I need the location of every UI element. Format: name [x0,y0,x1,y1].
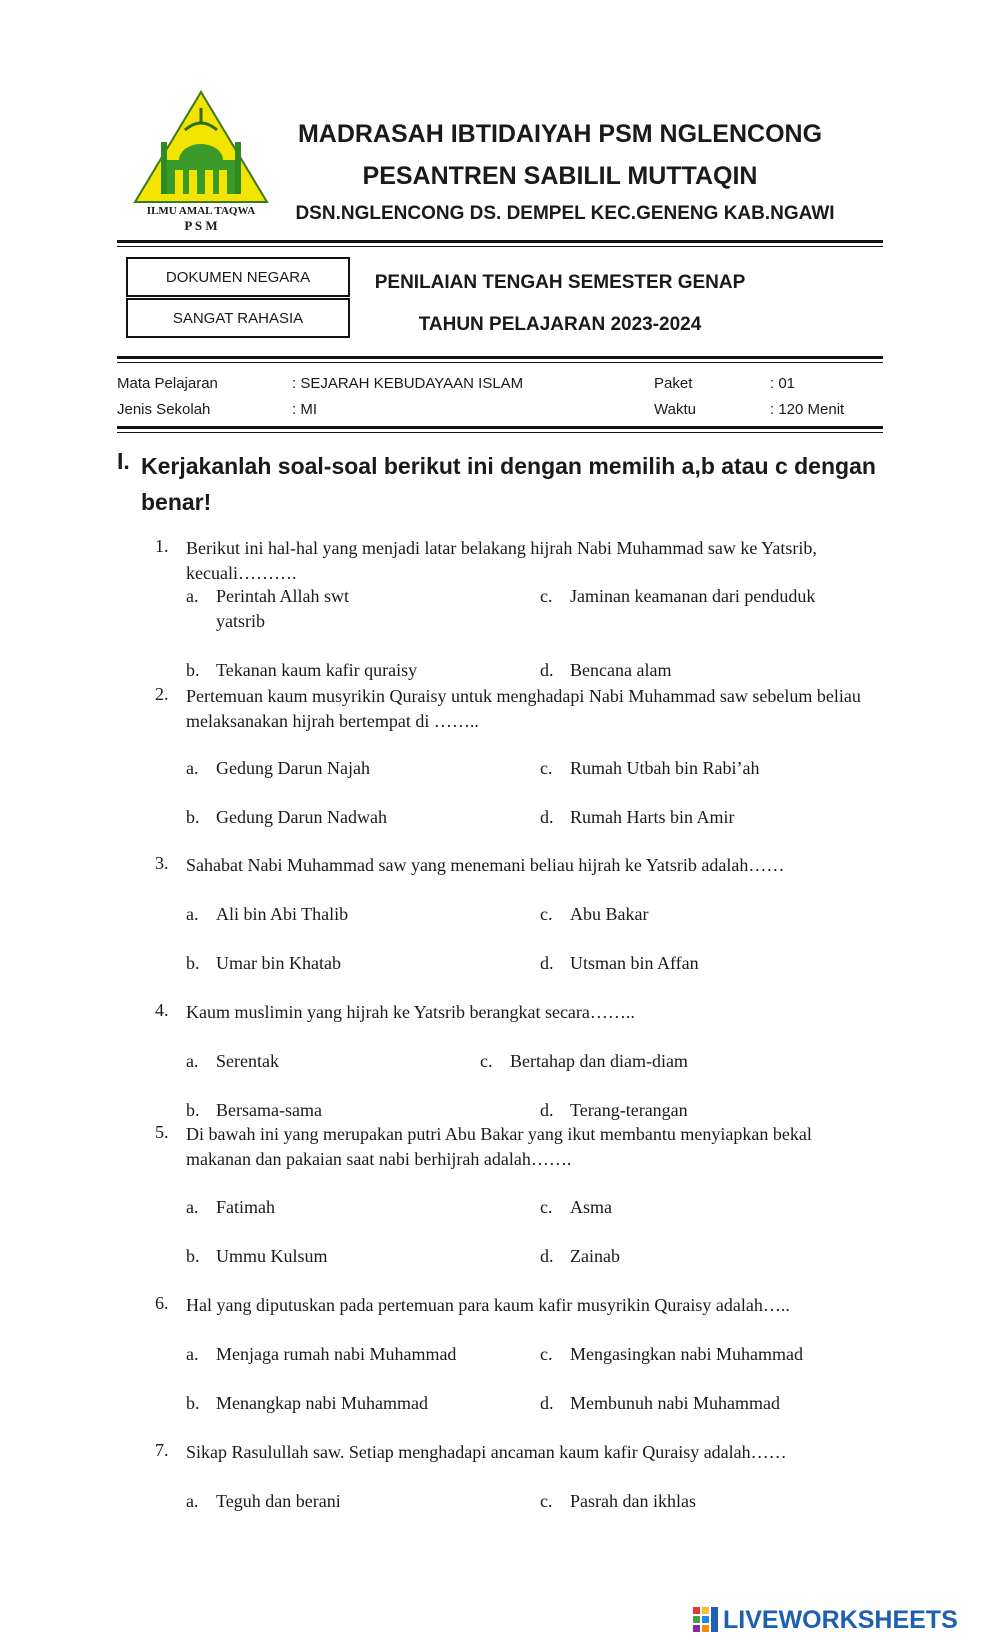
answer-option[interactable] [186,805,387,830]
option-letter: a. [186,1491,199,1511]
option-text: Tekanan kaum kafir quraisy [216,660,418,680]
question-text: Di bawah ini yang merupakan putri Abu Bakar yang ikut membantu menyiapkan bekal makanan dan pakaian saat nabi berhijrah adalah……. [186,1124,812,1169]
answer-option[interactable] [480,1049,688,1074]
option-text: Zainab [570,1246,620,1266]
time-value: : 120 Menit [770,401,845,418]
answer-option[interactable] [540,1391,780,1416]
option-letter: b. [186,660,200,680]
school-name: MADRASAH IBTIDAIYAH PSM NGLENCONG [297,120,823,148]
option-text: Ali bin Abi Thalib [216,904,349,924]
option-letter: b. [186,1393,200,1413]
answer-option[interactable] [540,902,648,927]
option-text: Membunuh nabi Muhammad [570,1393,780,1413]
option-text: Teguh dan berani [216,1491,341,1511]
option-text: Abu Bakar [570,904,649,924]
answer-option[interactable] [186,658,417,683]
question-text: Sahabat Nabi Muhammad saw yang menemani beliau hijrah ke Yatsrib adalah…… [186,855,785,875]
answer-option[interactable] [216,609,265,634]
option-letter: a. [186,1197,199,1217]
option-letter: d. [540,1393,554,1413]
question-number: 1. [155,536,169,556]
answer-option[interactable] [186,1342,456,1367]
question-number: 3. [155,853,169,873]
question-number: 2. [155,684,169,704]
answer-option[interactable] [540,1098,688,1123]
answer-option[interactable] [186,1195,275,1220]
answer-option[interactable] [540,756,759,781]
exam-title: PENILAIAN TENGAH SEMESTER GENAP [374,272,746,293]
footer-brand-text[interactable]: LIVEWORKSHEETS [723,1605,958,1634]
answer-option[interactable] [186,902,348,927]
instruction-number: I. [117,448,130,474]
option-text: Bencana alam [570,660,672,680]
question-text: Berikut ini hal-hal yang menjadi latar belakang hijrah Nabi Muhammad saw ke Yatsrib, kecuali………. [186,538,817,583]
school-address: DSN.NGLENCONG DS. DEMPEL KEC.GENENG KAB.NGAWI [295,203,835,224]
option-text: Mengasingkan nabi Muhammad [570,1344,803,1364]
option-text: Pasrah dan ikhlas [570,1491,696,1511]
option-text: Asma [570,1197,612,1217]
option-text: yatsrib [216,611,265,631]
liveworksheets-logo-icon [693,1607,719,1633]
option-letter: c. [540,758,553,778]
option-text: Gedung Darun Najah [216,758,370,778]
answer-option[interactable] [540,1489,696,1514]
option-letter: a. [186,1051,199,1071]
option-letter: a. [186,586,199,606]
time-label: Waktu [654,401,696,418]
question-number: 6. [155,1293,169,1313]
option-text: Jaminan keamanan dari penduduk [570,586,816,606]
option-text: Umar bin Khatab [216,953,341,973]
question-text: Sikap Rasulullah saw. Setiap menghadapi ancaman kaum kafir Quraisy adalah…… [186,1442,787,1462]
option-letter: d. [540,1246,554,1266]
option-letter: a. [186,758,199,778]
answer-option[interactable] [540,1195,612,1220]
logo-motto: ILMU AMAL TAQWA [146,205,256,217]
option-letter: c. [540,1491,553,1511]
question-number: 4. [155,1000,169,1020]
answer-option[interactable] [186,1489,341,1514]
option-text: Rumah Harts bin Amir [570,807,735,827]
option-text: Bersama-sama [216,1100,322,1120]
answer-option[interactable] [540,805,735,830]
classification-box-2: SANGAT RAHASIA [126,298,350,338]
answer-option[interactable] [186,1049,279,1074]
answer-option[interactable] [540,1342,803,1367]
option-text: Gedung Darun Nadwah [216,807,387,827]
subject-value: : SEJARAH KEBUDAYAAN ISLAM [292,375,524,392]
logo-psm: P S M [184,218,218,233]
question-number: 5. [155,1122,169,1142]
option-letter: d. [540,953,554,973]
option-letter: a. [186,1344,199,1364]
question-text: Pertemuan kaum musyrikin Quraisy untuk menghadapi Nabi Muhammad saw sebelum beliau melaksanakan hijrah bertempat di …….. [186,686,861,731]
answer-option[interactable] [540,1244,620,1269]
exam-year: TAHUN PELAJARAN 2023-2024 [418,314,702,335]
instruction-text: Kerjakanlah soal-soal berikut ini dengan memilih a,b atau c dengan benar! [141,453,876,515]
school-subtitle: PESANTREN SABILIL MUTTAQIN [362,162,758,190]
footer-brand [693,1605,958,1635]
answer-option[interactable] [186,1391,428,1416]
option-letter: d. [540,1100,554,1120]
answer-option[interactable] [540,951,699,976]
option-letter: b. [186,807,200,827]
school-type-label: Jenis Sekolah [117,401,211,418]
answer-option[interactable] [186,1244,328,1269]
option-letter: c. [540,904,553,924]
option-text: Menangkap nabi Muhammad [216,1393,428,1413]
option-letter: b. [186,1246,200,1266]
option-text: Serentak [216,1051,279,1071]
school-type-value: : MI [292,401,317,418]
option-letter: b. [186,1100,200,1120]
option-letter: d. [540,807,554,827]
package-label: Paket [654,375,693,392]
option-text: Menjaga rumah nabi Muhammad [216,1344,457,1364]
option-text: Rumah Utbah bin Rabi’ah [570,758,760,778]
question-number: 7. [155,1440,169,1460]
option-letter: c. [540,586,553,606]
option-letter: b. [186,953,200,973]
option-letter: c. [540,1344,553,1364]
answer-option[interactable] [186,1098,322,1123]
option-text: Fatimah [216,1197,275,1217]
question-text: Kaum muslimin yang hijrah ke Yatsrib berangkat secara…….. [186,1002,635,1022]
classification-box-1: DOKUMEN NEGARA [126,257,350,297]
option-letter: c. [540,1197,553,1217]
option-letter: c. [480,1051,493,1071]
answer-option[interactable] [186,951,341,976]
option-text: Perintah Allah swt [216,586,349,606]
subject-label: Mata Pelajaran [117,375,218,392]
answer-option[interactable] [540,584,815,609]
answer-option[interactable] [540,658,671,683]
option-text: Terang-terangan [570,1100,688,1120]
option-text: Utsman bin Affan [570,953,699,973]
option-text: Bertahap dan diam-diam [510,1051,688,1071]
answer-option[interactable] [186,756,370,781]
option-text: Ummu Kulsum [216,1246,328,1266]
question-text: Hal yang diputuskan pada pertemuan para kaum kafir musyrikin Quraisy adalah….. [186,1295,790,1315]
option-letter: d. [540,660,554,680]
package-value: : 01 [770,375,796,392]
option-letter: a. [186,904,199,924]
answer-option[interactable] [186,584,349,609]
